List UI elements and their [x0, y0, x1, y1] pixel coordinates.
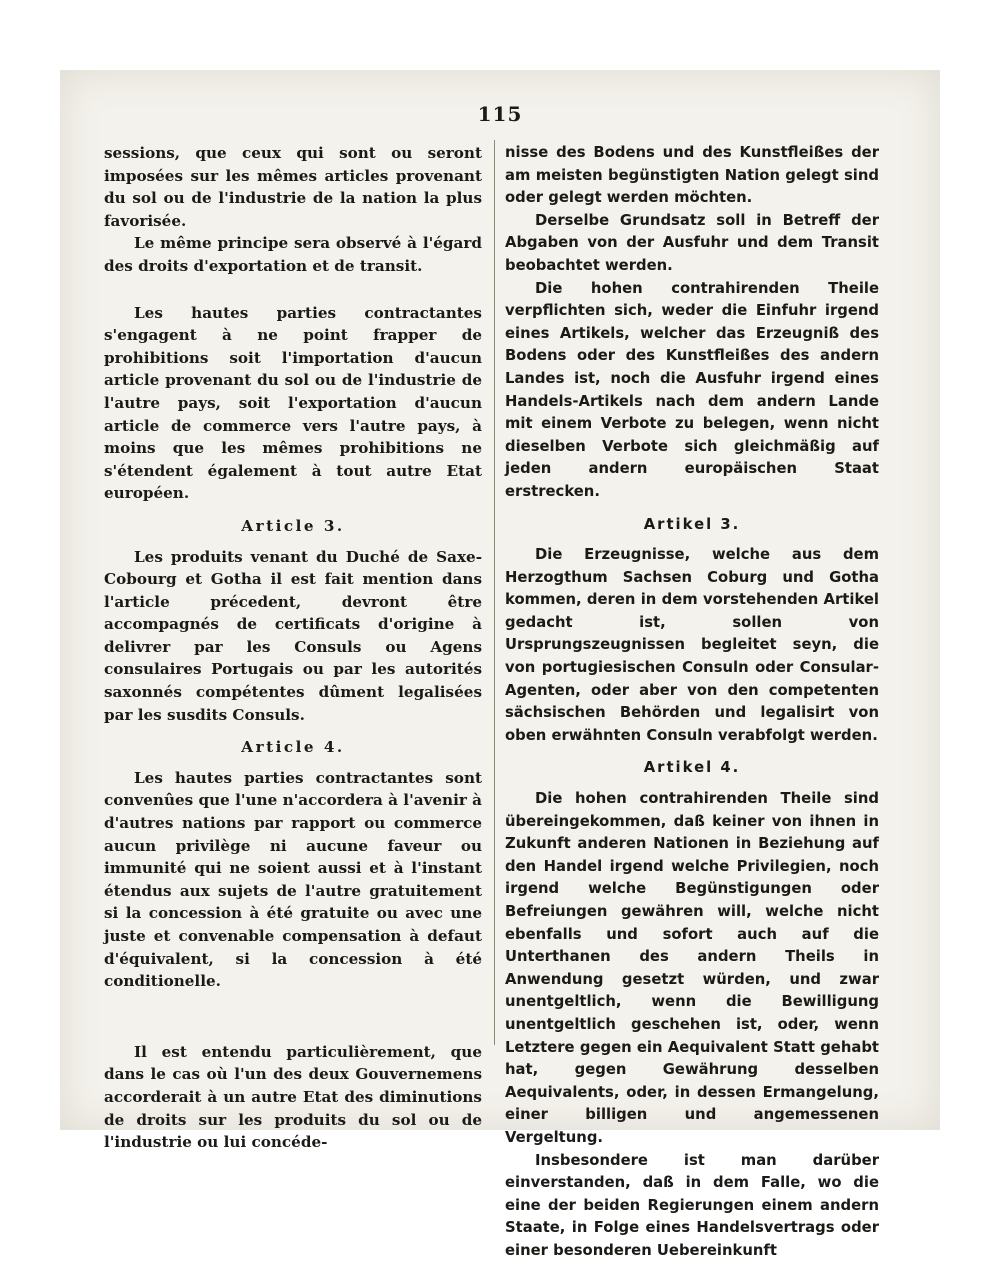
french-paragraph-2: Le même principe sera observé à l'égard des droits d'exportation et de transit. — [104, 234, 482, 275]
french-paragraph-1: sessions, que ceux qui sont ou seront imposées sur les mêmes articles provenant du sol ou de l'industrie de la nation la plus favorisée. — [104, 144, 482, 230]
german-paragraph-5: Die hohen contrahirenden Theile sind übereingekommen, daß keiner von ihnen in Zukunft anderen Nationen in Beziehung auf den Handel irgend welche Privilegien, noch irgend welche Begünstigungen oder Befreiungen gewähren will, welche nicht ebenfalls und sofort auch auf die Unterthanen des andern Theils in Anwendung gesetzt würden, und zwar unentgeltlich, wenn die Bewilligung unentgeltlich geschehen ist, oder, wenn Letztere gegen ein Aequivalent Statt gehabt hat, gegen Gewährung desselben Aequivalents, oder, in dessen Ermangelung, einer billigen und angemessenen Vergeltung. — [505, 790, 879, 1146]
french-paragraph-5: Les hautes parties contractantes sont convenûes que l'une n'accordera à l'avenir à d'autres nations par rapport ou commerce aucun privilège ni aucune faveur ou immunité qui ne soient aussi et à l'instant étendus aux sujets de l'autre gratuitement si la concession à été gratuite ou avec une juste et convenable compensation à defaut d'équivalent, si la concession à été conditionelle. — [104, 768, 482, 991]
german-article-3-heading: Artikel 3. — [643, 515, 741, 533]
french-article-4-heading: Article 4. — [241, 738, 345, 757]
french-paragraph-3: Les hautes parties contractantes s'engagent à ne point frapper de prohibitions soit l'importation d'aucun article provenant du sol ou de l'industrie de l'autre pays, soit l'exportation d'aucun article de commerce vers l'autre pays, à moins que les mêmes prohibitions ne s'étendent également à tout autre Etat européen. — [104, 303, 482, 503]
column-divider — [494, 140, 495, 1045]
german-article-4-heading: Artikel 4. — [643, 759, 741, 777]
german-column — [505, 142, 879, 1263]
page-number: 115 — [477, 102, 523, 126]
french-paragraph-4: Les produits venant du Duché de Saxe-Cobourg et Gotha il est fait mention dans l'article précedent, devront être accompagnés de certificats d'origine à delivrer par les Consuls ou Agens consulaires Portugais ou par les autorités saxonnés compétentes dûment legalisées par les susdits Consuls. — [104, 547, 482, 724]
german-paragraph-1: nisse des Bodens und des Kunstfleißes der am meisten begünstigten Nation gelegt sind oder gelegt werden möchten. — [505, 144, 879, 207]
french-article-3-heading: Article 3. — [241, 516, 345, 535]
french-column — [104, 142, 482, 1154]
german-paragraph-4: Die Erzeugnisse, welche aus dem Herzogthum Sachsen Coburg und Gotha kommen, deren in dem vorstehenden Artikel gedacht ist, sollen von Ursprungszeugnissen begleitet seyn, die von portugiesischen Consuln oder Consular-Agenten, oder aber von den competenten sächsischen Behörden und legalisirt von oben erwähnten Consuln verabfolgt werden. — [505, 546, 879, 744]
german-paragraph-2: Derselbe Grundsatz soll in Betreff der Abgaben von der Ausfuhr und dem Transit beobachtet werden. — [505, 211, 879, 274]
french-paragraph-6: Il est entendu particulièrement, que dans le cas où l'un des deux Gouvernemens accorderait à un autre Etat des diminutions de droits sur les produits du sol ou de l'industrie ou lui concéde- — [104, 1042, 482, 1152]
german-paragraph-6: Insbesondere ist man darüber einverstanden, daß in dem Falle, wo die eine der beiden Regierungen einem andern Staate, in Folge eines Handelsvertrags oder einer besonderen Uebereinkunft — [505, 1151, 879, 1259]
german-paragraph-3: Die hohen contrahirenden Theile verpflichten sich, weder die Einfuhr irgend eines Artikels, welcher das Erzeugniß des Bodens oder des Kunstfleißes des andern Landes ist, noch die Ausfuhr irgend eines Handels-Artikels nach dem andern Lande mit einem Verbote zu belegen, wenn nicht dieselben Verbote sich gleichmäßig auf jeden andern europäischen Staat erstrecken. — [505, 279, 879, 500]
